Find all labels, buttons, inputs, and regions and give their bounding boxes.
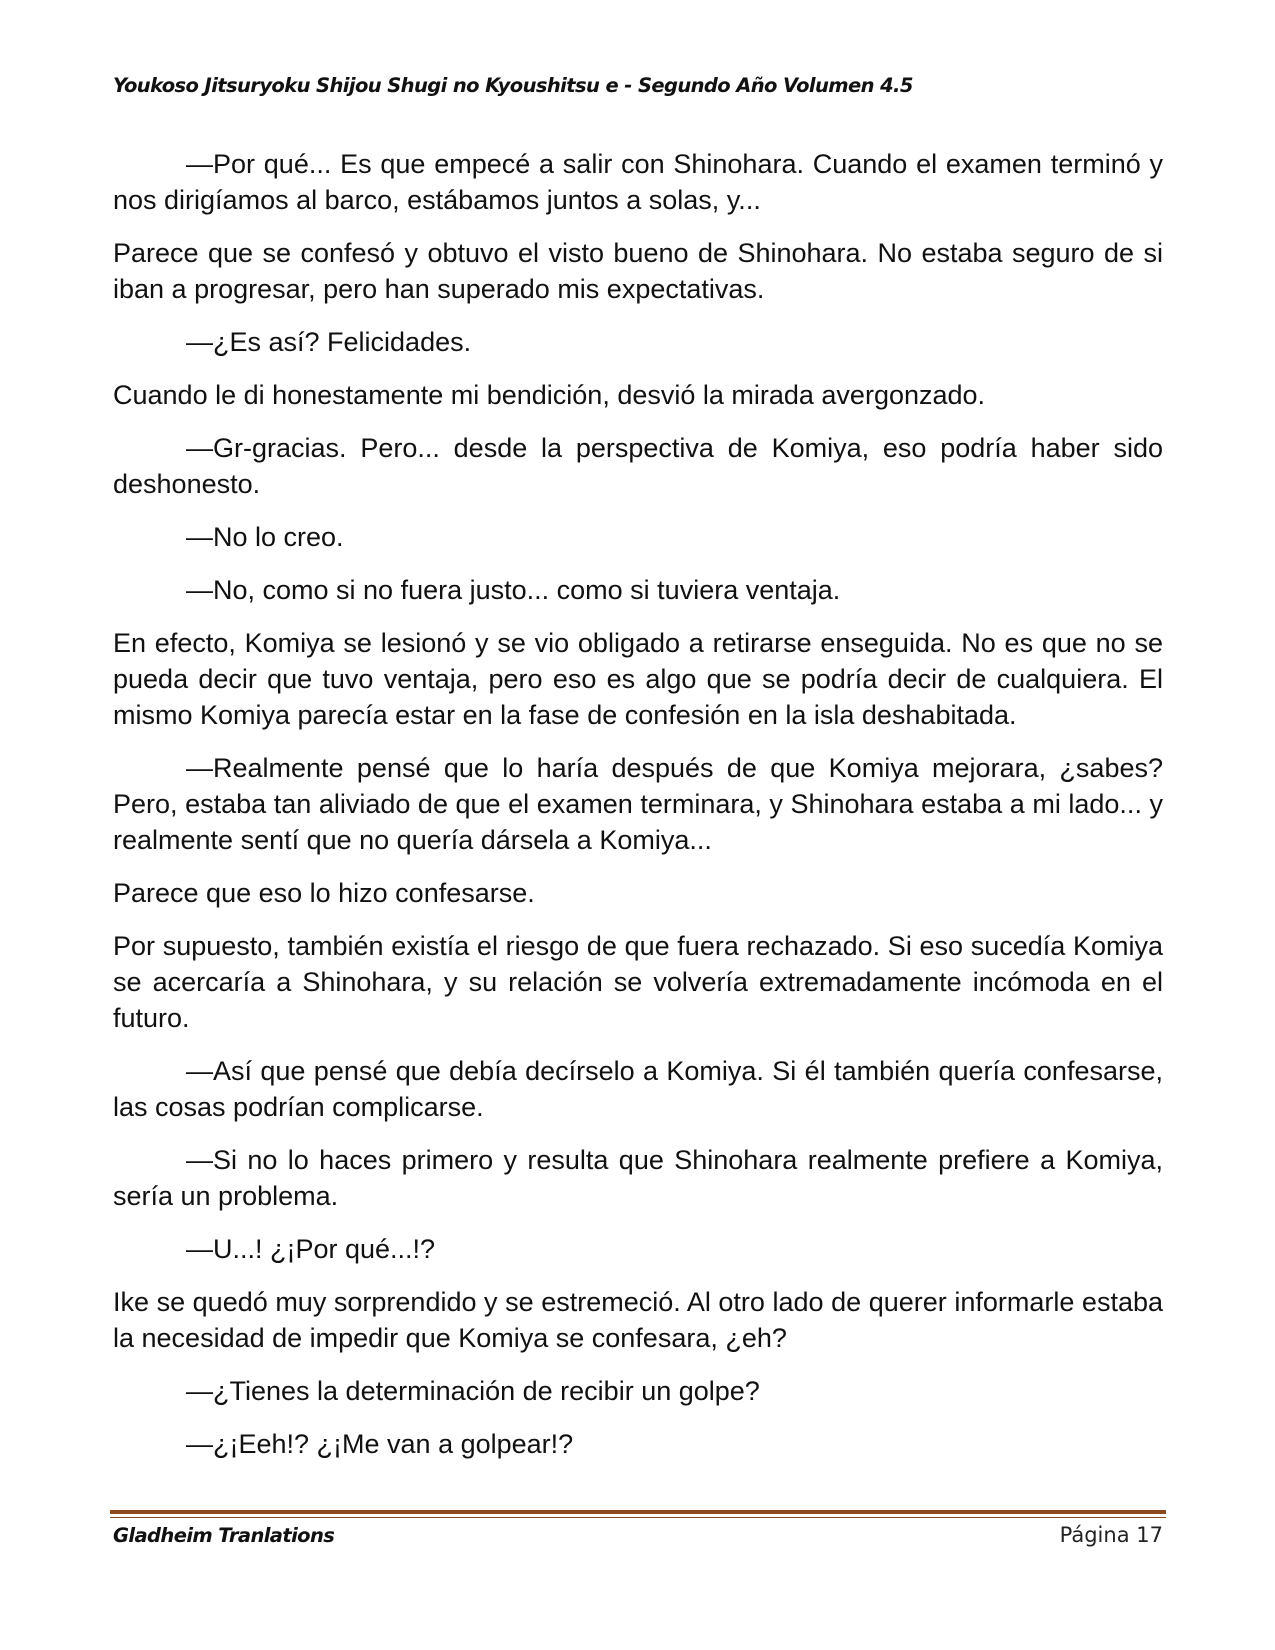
footer-divider-thin (110, 1517, 1166, 1518)
paragraph: —¿Es así? Felicidades. (186, 327, 472, 357)
paragraph: Por supuesto, también existía el riesgo de que fuera rechazado. Si eso sucedía Komiya se acercaría a Shinohara, y su relación se volvería extremadamente incómoda en el futuro. (113, 931, 1163, 1033)
footer-divider-thick (110, 1510, 1166, 1514)
paragraph: Parece que eso lo hizo confesarse. (113, 878, 535, 908)
paragraph: —Gr-gracias. Pero... desde la perspectiva de Komiya, eso podría haber sido deshonesto. (113, 433, 1163, 499)
paragraph: —¿Tienes la determinación de recibir un golpe? (186, 1376, 760, 1406)
paragraph: Cuando le di honestamente mi bendición, desvió la mirada avergonzado. (113, 380, 986, 410)
page-label: Página (1059, 1523, 1130, 1547)
running-header: Youkoso Jitsuryoku Shijou Shugi no Kyoushitsu e - Segundo Año Volumen 4.5 (113, 74, 913, 97)
paragraph: —No lo creo. (186, 522, 344, 552)
footer-credit: Gladheim Tranlations (113, 1524, 335, 1547)
paragraph: —No, como si no fuera justo... como si tuviera ventaja. (186, 575, 841, 605)
paragraph: En efecto, Komiya se lesionó y se vio obligado a retirarse enseguida. No es que no se pueda decir que tuvo ventaja, pero eso es algo que se podría decir de cualquiera. El mismo Komiya parecía estar en la fase de confesión en la isla deshabitada. (113, 628, 1163, 730)
paragraph: —Realmente pensé que lo haría después de que Komiya mejorara, ¿sabes? Pero, estaba tan aliviado de que el examen terminara, y Shinohara estaba a mi lado... y realmente sentí que no quería dársela a Komiya... (113, 753, 1163, 855)
paragraph: Ike se quedó muy sorprendido y se estremeció. Al otro lado de querer informarle estaba la necesidad de impedir que Komiya se confesara, ¿eh? (113, 1287, 1163, 1353)
paragraph: —Por qué... Es que empecé a salir con Shinohara. Cuando el examen terminó y nos dirigíamos al barco, estábamos juntos a solas, y... (113, 149, 1163, 215)
paragraph: —U...! ¿¡Por qué...!? (186, 1234, 436, 1264)
paragraph: Parece que se confesó y obtuvo el visto bueno de Shinohara. No estaba seguro de si iban a progresar, pero han superado mis expectativas. (113, 238, 1163, 304)
page-body (113, 146, 1163, 1479)
paragraph: —¿¡Eeh!? ¿¡Me van a golpear!? (186, 1429, 574, 1459)
paragraph: —Así que pensé que debía decírselo a Komiya. Si él también quería confesarse, las cosas podrían complicarse. (113, 1056, 1163, 1122)
page-number (1060, 1523, 1163, 1547)
paragraph: —Si no lo haces primero y resulta que Shinohara realmente prefiere a Komiya, sería un problema. (113, 1145, 1163, 1211)
page-number-value: 17 (1136, 1523, 1163, 1547)
